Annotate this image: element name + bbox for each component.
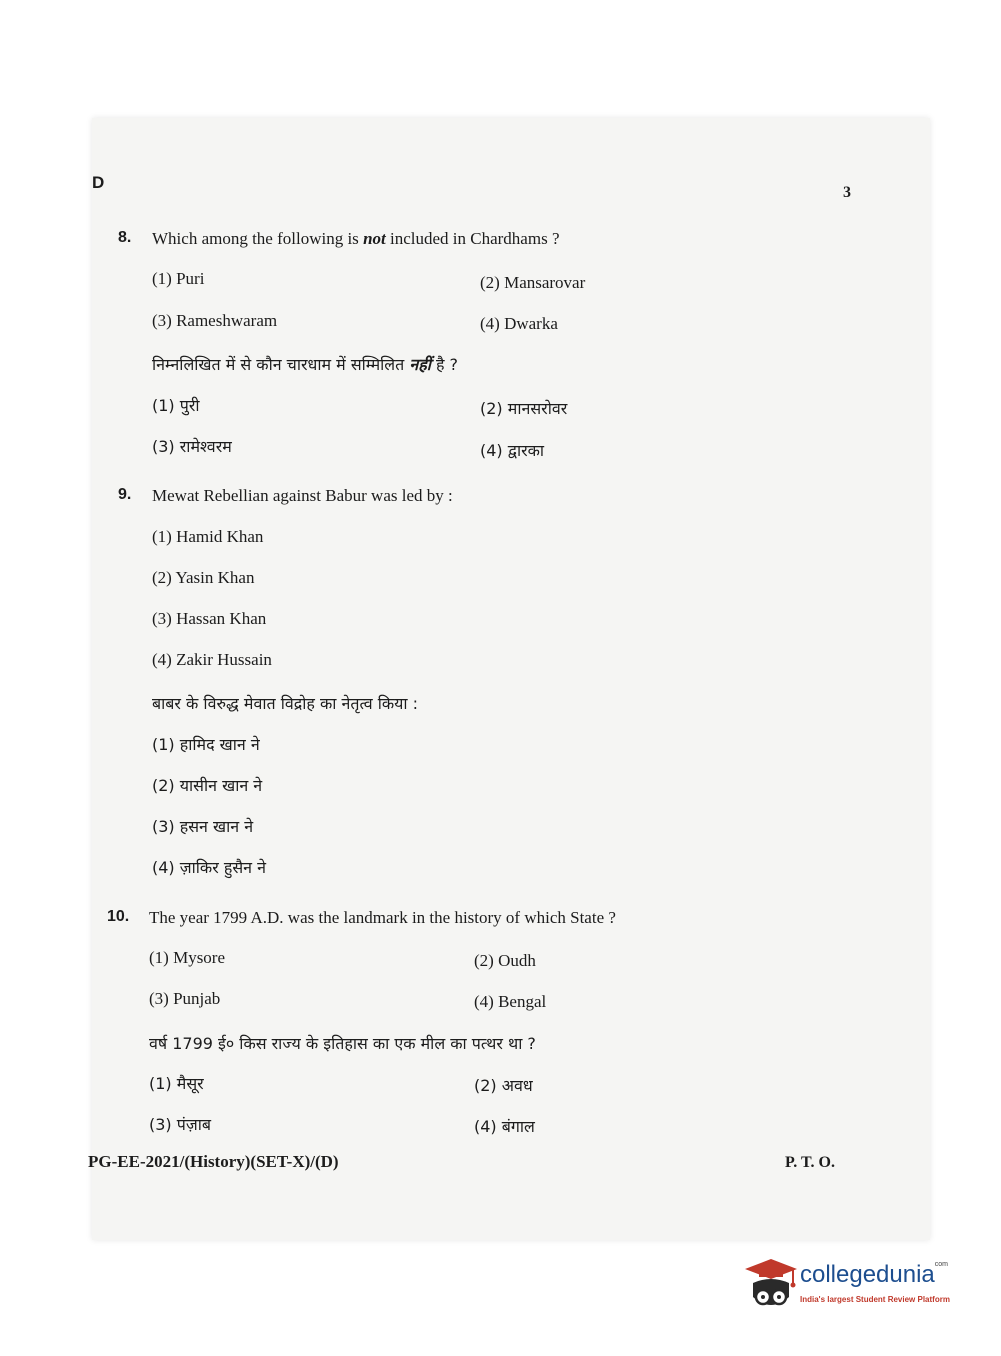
question-9-hindi-option-2: (2) यासीन खान ने xyxy=(152,776,263,795)
question-8-option-2: (2) Mansarovar xyxy=(480,273,586,292)
question-9-hindi-text: बाबर के विरुद्ध मेवात विद्रोह का नेतृत्व किया : xyxy=(152,694,419,713)
question-8-hindi-emphasis: नहीं xyxy=(409,355,431,374)
question-9-text: Mewat Rebellian against Babur was led by : xyxy=(152,486,453,505)
question-10-hindi-text: वर्ष 1799 ई० किस राज्य के इतिहास का एक मील का पत्थर था ? xyxy=(149,1034,536,1053)
question-9-hindi-option-3: (3) हसन खान ने xyxy=(152,817,254,836)
page-number: 3 xyxy=(843,184,851,201)
brand-name: collegedunia$^{com}$ xyxy=(800,1261,949,1288)
question-10-text: The year 1799 A.D. was the landmark in the history of which State ? xyxy=(149,908,616,927)
question-10-number: 10. xyxy=(107,908,130,925)
please-turn-over: P. T. O. xyxy=(785,1154,835,1171)
question-10-hindi-option-1: (1) मैसूर xyxy=(149,1074,204,1093)
question-9-option-3: (3) Hassan Khan xyxy=(152,609,267,628)
question-8-option-3: (3) Rameshwaram xyxy=(152,311,278,330)
question-8-hindi-text: निम्नलिखित में से कौन चारधाम में सम्मिलित नहीं है ? xyxy=(152,355,459,374)
question-9-option-4: (4) Zakir Hussain xyxy=(152,650,272,669)
question-8-option-4: (4) Dwarka xyxy=(480,314,558,333)
question-8-hindi-option-4: (4) द्वारका xyxy=(480,441,545,460)
question-8-hindi-option-3: (3) रामेश्वरम xyxy=(152,437,232,456)
question-9-hindi-option-1: (1) हामिद खान ने xyxy=(152,735,260,754)
collegedunia-watermark xyxy=(743,1257,968,1315)
question-9-option-1: (1) Hamid Khan xyxy=(152,527,264,546)
brand-tm: com xyxy=(934,1261,949,1268)
question-8-number: 8. xyxy=(118,229,132,246)
question-9-hindi-option-4: (4) ज़ाकिर हुसैन ने xyxy=(152,858,266,877)
question-10-hindi-option-4: (4) बंगाल xyxy=(474,1117,535,1136)
question-10-option-2: (2) Oudh xyxy=(474,951,536,970)
question-10-option-3: (3) Punjab xyxy=(149,989,221,1008)
question-8-hindi-option-2: (2) मानसरोवर xyxy=(480,399,568,418)
paper-code: PG-EE-2021/(History)(SET-X)/(D) xyxy=(88,1152,339,1171)
question-8-option-1: (1) Puri xyxy=(152,269,205,288)
question-8-emphasis: not xyxy=(363,229,386,248)
question-8-hindi-option-1: (1) पुरी xyxy=(152,396,200,415)
question-9-number: 9. xyxy=(118,486,132,503)
question-10-option-4: (4) Bengal xyxy=(474,992,547,1011)
graduate-mascot-icon xyxy=(743,1257,799,1315)
set-letter: D xyxy=(92,173,105,192)
question-10-hindi-option-2: (2) अवध xyxy=(474,1076,533,1095)
question-8-text: Which among the following is not included in Chardhams ? xyxy=(152,229,560,248)
question-9-option-2: (2) Yasin Khan xyxy=(152,568,255,587)
question-10-hindi-option-3: (3) पंज़ाब xyxy=(149,1115,211,1134)
brand-tagline: India's largest Student Review Platform xyxy=(800,1295,950,1304)
question-10-option-1: (1) Mysore xyxy=(149,948,226,967)
